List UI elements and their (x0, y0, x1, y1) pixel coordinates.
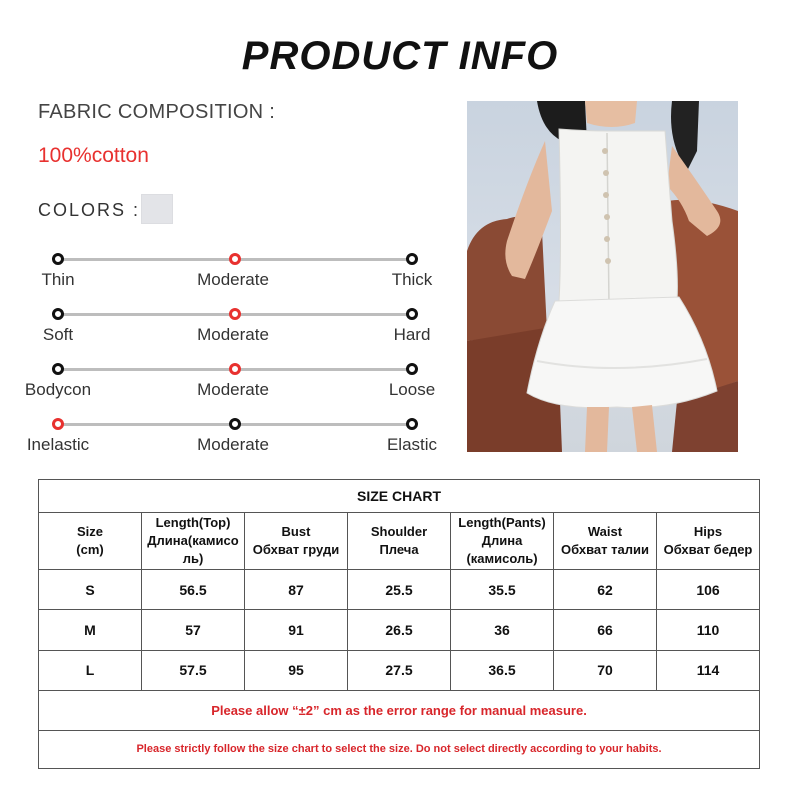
table-cell: 110 (657, 610, 760, 650)
scale-label-right: Loose (388, 380, 436, 399)
column-header-waist: Waist Обхват талии (554, 513, 657, 570)
scale-label-left: Thin (41, 270, 75, 289)
scale-label-middle: Moderate (197, 325, 269, 344)
table-cell: 26.5 (348, 610, 451, 650)
table-cell: 70 (554, 650, 657, 690)
scale-dot-right (406, 363, 418, 375)
scale-label-middle: Moderate (197, 270, 269, 289)
table-cell: 36 (451, 610, 554, 650)
column-header-length-top: Length(Top) Длина(камисо ль) (142, 513, 245, 570)
scale-label-left: Inelastic (26, 435, 90, 454)
error-range-note: Please allow “±2” cm as the error range for manual measure. (39, 690, 760, 730)
fabric-composition-value: 100%cotton (38, 144, 149, 167)
product-photo-illustration (467, 101, 738, 452)
table-cell: 36.5 (451, 650, 554, 690)
size-selection-note: Please strictly follow the size chart to select the size. Do not select directly according to your habits. (39, 730, 760, 768)
elasticity-scale (0, 415, 460, 455)
size-chart-title: SIZE CHART (39, 480, 760, 513)
table-cell: 114 (657, 650, 760, 690)
page-title: PRODUCT INFO (241, 34, 559, 78)
scale-label-right: Thick (391, 270, 433, 289)
color-swatch[interactable] (141, 194, 173, 224)
table-cell: 106 (657, 570, 760, 610)
scale-label-middle: Moderate (197, 380, 269, 399)
table-cell: 25.5 (348, 570, 451, 610)
scale-dot-middle (229, 418, 241, 430)
table-cell: 27.5 (348, 650, 451, 690)
product-photo (467, 101, 738, 452)
table-cell: M (39, 610, 142, 650)
column-header-hips: Hips Обхват бедер (657, 513, 760, 570)
scale-dot-middle (229, 308, 241, 320)
size-chart (38, 479, 760, 769)
table-cell: 62 (554, 570, 657, 610)
table-cell: 95 (245, 650, 348, 690)
fabric-composition-label: FABRIC COMPOSITION : (38, 101, 276, 123)
scale-label-middle: Moderate (197, 435, 269, 454)
table-cell: 56.5 (142, 570, 245, 610)
scale-label-right: Hard (393, 325, 431, 344)
softness-scale (0, 305, 460, 345)
scale-dot-right (406, 418, 418, 430)
fit-scale (0, 360, 460, 400)
colors-label: COLORS : (38, 200, 141, 220)
table-cell: 87 (245, 570, 348, 610)
scale-dot-middle (229, 363, 241, 375)
table-cell: 91 (245, 610, 348, 650)
scale-label-left: Bodycon (24, 380, 92, 399)
table-row-l (39, 650, 760, 690)
scale-label-right: Elastic (386, 435, 438, 454)
table-cell: S (39, 570, 142, 610)
scale-dot-middle (229, 253, 241, 265)
scale-dot-left (52, 363, 64, 375)
column-header-shoulder: Shoulder Плеча (348, 513, 451, 570)
table-cell: 57 (142, 610, 245, 650)
column-header-bust: Bust Обхват груди (245, 513, 348, 570)
scale-label-left: Soft (42, 325, 74, 344)
scale-dot-right (406, 308, 418, 320)
table-cell: 57.5 (142, 650, 245, 690)
scale-dot-left (52, 308, 64, 320)
scale-dot-left (52, 418, 64, 430)
thickness-scale (0, 250, 460, 290)
column-header-length-pants: Length(Pants) Длина (камисоль) (451, 513, 554, 570)
table-row-s (39, 570, 760, 610)
scale-dot-left (52, 253, 64, 265)
scale-dot-right (406, 253, 418, 265)
table-row-m (39, 610, 760, 650)
table-cell: L (39, 650, 142, 690)
table-cell: 66 (554, 610, 657, 650)
table-cell: 35.5 (451, 570, 554, 610)
column-header-size: Size (cm) (39, 513, 142, 570)
